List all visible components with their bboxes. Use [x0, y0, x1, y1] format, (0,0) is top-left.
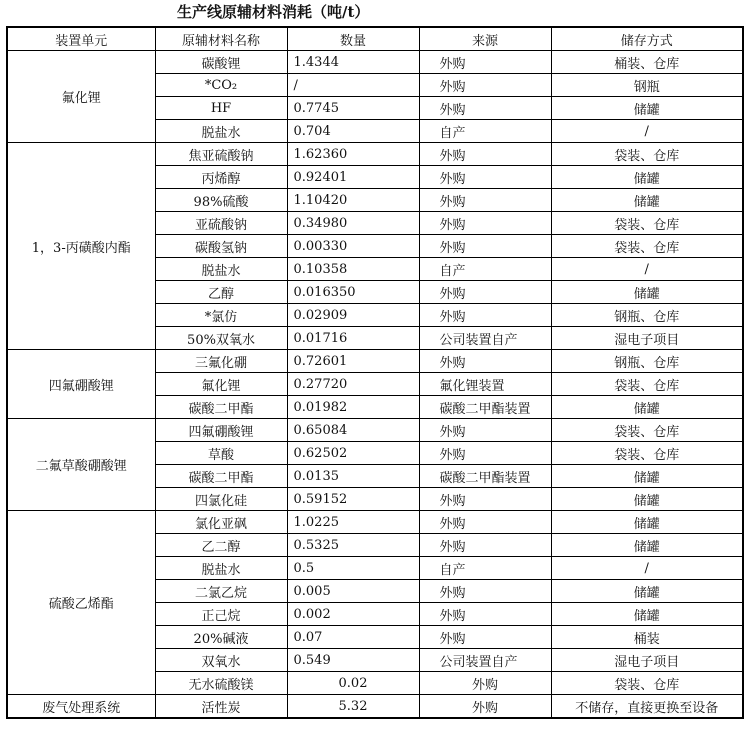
material-cell: 乙二醇	[155, 534, 287, 557]
storage-cell: 湿电子项目	[551, 327, 743, 350]
storage-cell: 储罐	[551, 166, 743, 189]
unit-cell: 四氟硼酸锂	[7, 350, 155, 419]
source-cell: 外购	[419, 580, 551, 603]
storage-cell: /	[551, 258, 743, 281]
material-cell: 脱盐水	[155, 120, 287, 143]
source-cell: 外购	[419, 51, 551, 74]
source-cell: 外购	[419, 419, 551, 442]
source-cell: 自产	[419, 120, 551, 143]
table-row	[7, 419, 743, 442]
material-cell: 无水硫酸镁	[155, 672, 287, 695]
source-cell: 碳酸二甲酯装置	[419, 465, 551, 488]
quantity-cell: 0.005	[287, 580, 419, 603]
storage-cell: 钢瓶	[551, 74, 743, 97]
quantity-cell: 0.5	[287, 557, 419, 580]
source-cell: 外购	[419, 235, 551, 258]
unit-cell: 氟化锂	[7, 51, 155, 143]
material-cell: 碳酸二甲酯	[155, 465, 287, 488]
quantity-cell: 0.02909	[287, 304, 419, 327]
storage-cell: 钢瓶、仓库	[551, 304, 743, 327]
quantity-cell: 0.01716	[287, 327, 419, 350]
unit-cell: 硫酸乙烯酯	[7, 511, 155, 695]
material-cell: *CO₂	[155, 74, 287, 97]
storage-cell: 袋装、仓库	[551, 143, 743, 166]
storage-cell: /	[551, 557, 743, 580]
material-cell: HF	[155, 97, 287, 120]
quantity-cell: 0.7745	[287, 97, 419, 120]
material-cell: 亚硫酸钠	[155, 212, 287, 235]
quantity-cell: /	[287, 74, 419, 97]
table-row	[7, 51, 743, 74]
source-cell: 外购	[419, 626, 551, 649]
source-cell: 外购	[419, 74, 551, 97]
storage-cell: 钢瓶、仓库	[551, 350, 743, 373]
table-row	[7, 143, 743, 166]
storage-cell: 储罐	[551, 580, 743, 603]
storage-cell: 湿电子项目	[551, 649, 743, 672]
storage-cell: 袋装、仓库	[551, 373, 743, 396]
material-cell: 正己烷	[155, 603, 287, 626]
unit-cell: 1，3-丙磺酸内酯	[7, 143, 155, 350]
material-cell: *氯仿	[155, 304, 287, 327]
source-cell: 外购	[419, 672, 551, 695]
quantity-cell: 1.0225	[287, 511, 419, 534]
material-cell: 三氟化硼	[155, 350, 287, 373]
material-cell: 氯化亚砜	[155, 511, 287, 534]
quantity-cell: 1.10420	[287, 189, 419, 212]
material-cell: 98%硫酸	[155, 189, 287, 212]
material-cell: 碳酸氢钠	[155, 235, 287, 258]
storage-cell: 储罐	[551, 281, 743, 304]
header-row	[7, 27, 743, 51]
material-cell: 乙醇	[155, 281, 287, 304]
source-cell: 外购	[419, 97, 551, 120]
source-cell: 氟化锂装置	[419, 373, 551, 396]
source-cell: 碳酸二甲酯装置	[419, 396, 551, 419]
storage-cell: 储罐	[551, 511, 743, 534]
quantity-cell: 0.02	[287, 672, 419, 695]
storage-cell: 储罐	[551, 534, 743, 557]
header-material: 原辅材料名称	[155, 27, 287, 51]
table-title: 生产线原辅材料消耗（吨/t）	[177, 3, 370, 21]
quantity-cell: 0.27720	[287, 373, 419, 396]
quantity-cell: 0.62502	[287, 442, 419, 465]
storage-cell: 袋装、仓库	[551, 212, 743, 235]
storage-cell: 储罐	[551, 189, 743, 212]
material-cell: 草酸	[155, 442, 287, 465]
storage-cell: 桶装	[551, 626, 743, 649]
storage-cell: /	[551, 120, 743, 143]
storage-cell: 储罐	[551, 396, 743, 419]
unit-cell: 废气处理系统	[7, 695, 155, 719]
quantity-cell: 0.07	[287, 626, 419, 649]
quantity-cell: 0.00330	[287, 235, 419, 258]
storage-cell: 袋装、仓库	[551, 235, 743, 258]
storage-cell: 储罐	[551, 488, 743, 511]
material-cell: 焦亚硫酸钠	[155, 143, 287, 166]
header-storage: 储存方式	[551, 27, 743, 51]
source-cell: 外购	[419, 695, 551, 719]
quantity-cell: 0.704	[287, 120, 419, 143]
material-cell: 双氧水	[155, 649, 287, 672]
table-row	[7, 350, 743, 373]
source-cell: 外购	[419, 212, 551, 235]
source-cell: 公司装置自产	[419, 327, 551, 350]
source-cell: 外购	[419, 534, 551, 557]
quantity-cell: 0.016350	[287, 281, 419, 304]
quantity-cell: 0.72601	[287, 350, 419, 373]
material-cell: 20%碱液	[155, 626, 287, 649]
material-cell: 二氯乙烷	[155, 580, 287, 603]
material-cell: 碳酸二甲酯	[155, 396, 287, 419]
quantity-cell: 0.65084	[287, 419, 419, 442]
material-cell: 氟化锂	[155, 373, 287, 396]
header-source: 来源	[419, 27, 551, 51]
quantity-cell: 0.34980	[287, 212, 419, 235]
storage-cell: 袋装、仓库	[551, 442, 743, 465]
material-cell: 碳酸锂	[155, 51, 287, 74]
quantity-cell: 0.549	[287, 649, 419, 672]
material-cell: 50%双氧水	[155, 327, 287, 350]
source-cell: 外购	[419, 511, 551, 534]
quantity-cell: 0.002	[287, 603, 419, 626]
source-cell: 外购	[419, 166, 551, 189]
storage-cell: 桶装、仓库	[551, 51, 743, 74]
source-cell: 外购	[419, 442, 551, 465]
storage-cell: 储罐	[551, 465, 743, 488]
storage-cell: 袋装、仓库	[551, 672, 743, 695]
table-row	[7, 511, 743, 534]
source-cell: 公司装置自产	[419, 649, 551, 672]
source-cell: 自产	[419, 258, 551, 281]
quantity-cell: 0.10358	[287, 258, 419, 281]
quantity-cell: 0.59152	[287, 488, 419, 511]
storage-cell: 袋装、仓库	[551, 419, 743, 442]
source-cell: 外购	[419, 143, 551, 166]
source-cell: 外购	[419, 304, 551, 327]
storage-cell: 储罐	[551, 97, 743, 120]
material-cell: 活性炭	[155, 695, 287, 719]
source-cell: 自产	[419, 557, 551, 580]
source-cell: 外购	[419, 189, 551, 212]
source-cell: 外购	[419, 350, 551, 373]
material-cell: 脱盐水	[155, 258, 287, 281]
unit-cell: 二氟草酸硼酸锂	[7, 419, 155, 511]
source-cell: 外购	[419, 603, 551, 626]
quantity-cell: 0.5325	[287, 534, 419, 557]
quantity-cell: 5.32	[287, 695, 419, 719]
source-cell: 外购	[419, 281, 551, 304]
material-cell: 四氟硼酸锂	[155, 419, 287, 442]
header-quantity: 数量	[287, 27, 419, 51]
quantity-cell: 0.92401	[287, 166, 419, 189]
quantity-cell: 0.0135	[287, 465, 419, 488]
quantity-cell: 1.4344	[287, 51, 419, 74]
header-unit: 装置单元	[7, 27, 155, 51]
quantity-cell: 0.01982	[287, 396, 419, 419]
quantity-cell: 1.62360	[287, 143, 419, 166]
material-cell: 四氯化硅	[155, 488, 287, 511]
storage-cell: 不储存，直接更换至设备	[551, 695, 743, 719]
table-row	[7, 695, 743, 719]
materials-table	[6, 26, 744, 719]
material-cell: 脱盐水	[155, 557, 287, 580]
source-cell: 外购	[419, 488, 551, 511]
storage-cell: 储罐	[551, 603, 743, 626]
material-cell: 丙烯醇	[155, 166, 287, 189]
